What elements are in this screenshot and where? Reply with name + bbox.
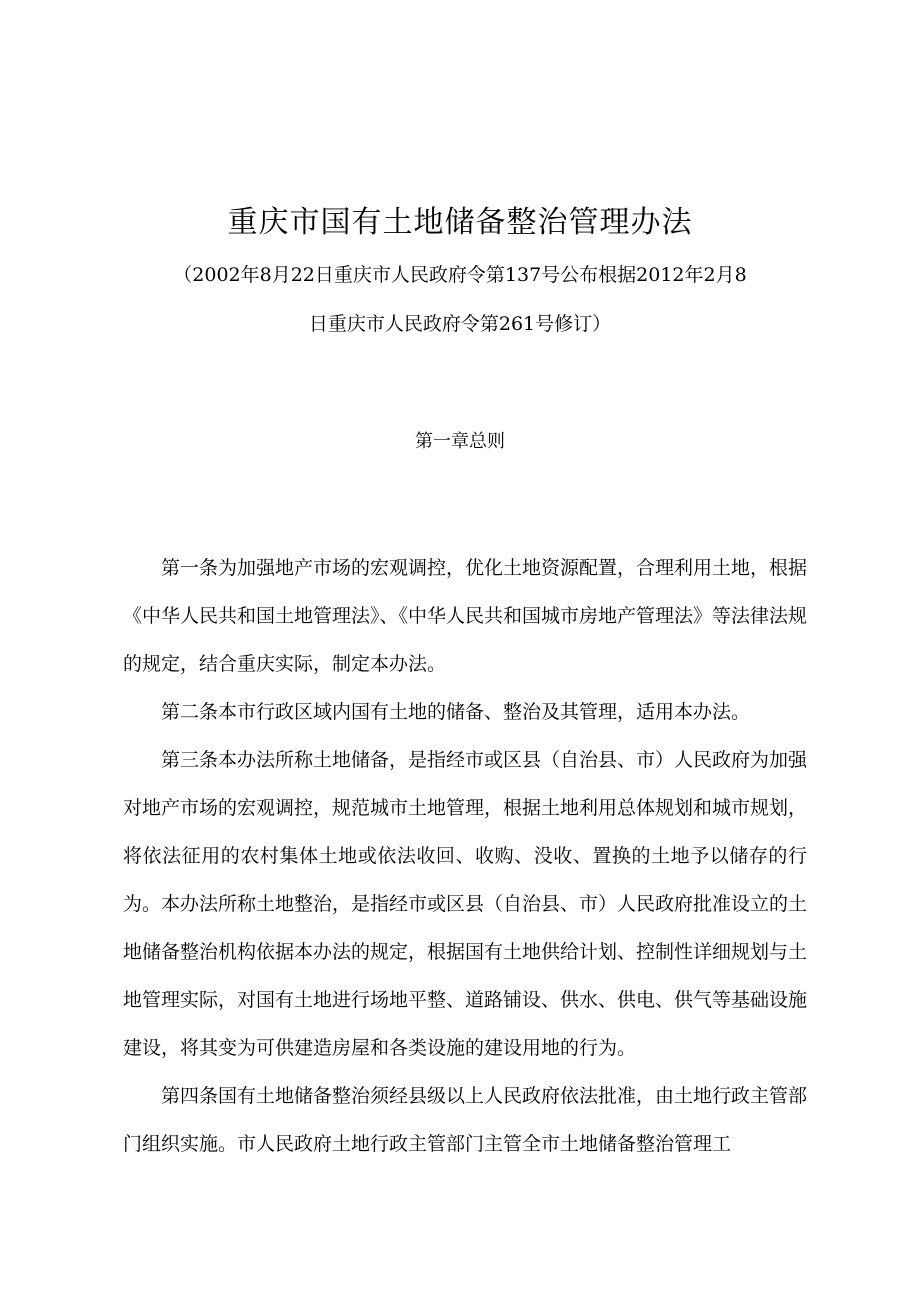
article-3: 第三条本办法所称土地储备，是指经市或区县（自治县、市）人民政府为加强对地产市场的宏观调控，规范城市土地管理，根据土地利用总体规划和城市规划，将依法征用的农村集体土地或依法收回、收购、没收、置换的土地予以储存的行为。本办法所称土地整治，是指经市或区县（自治县、市）人民政府批准设立的土地储备整治机构依据本办法的规定，根据国有土地供给计划、控制性详细规划与土地管理实际，对国有土地进行场地平整、道路铺设、供水、供电、供气等基础设施建设，将其变为可供建造房屋和各类设施的建设用地的行为。 bbox=[123, 749, 808, 1059]
chapter-heading: 第一章总则 bbox=[415, 431, 505, 452]
document-title: 重庆市国有土地储备整治管理办法 bbox=[227, 205, 693, 240]
article-2: 第二条本市行政区域内国有土地的储备、整治及其管理，适用本办法。 bbox=[161, 701, 751, 723]
subtitle-line-2: 日重庆市人民政府令第261号修订） bbox=[308, 313, 612, 335]
document-body bbox=[123, 544, 807, 1168]
article-1: 第一条为加强地产市场的宏观调控，优化土地资源配置，合理利用土地，根据《中华人民共和国土地管理法》、《中华人民共和国城市房地产管理法》等法律法规的规定，结合重庆实际，制定本办法。 bbox=[123, 557, 808, 675]
article-4: 第四条国有土地储备整治须经县级以上人民政府依法批准，由土地行政主管部门组织实施。市人民政府土地行政主管部门主管全市土地储备整治管理工 bbox=[123, 1085, 808, 1155]
subtitle-line-1: （2002年8月22日重庆市人民政府令第137号公布根据2012年2月8 bbox=[173, 264, 747, 286]
